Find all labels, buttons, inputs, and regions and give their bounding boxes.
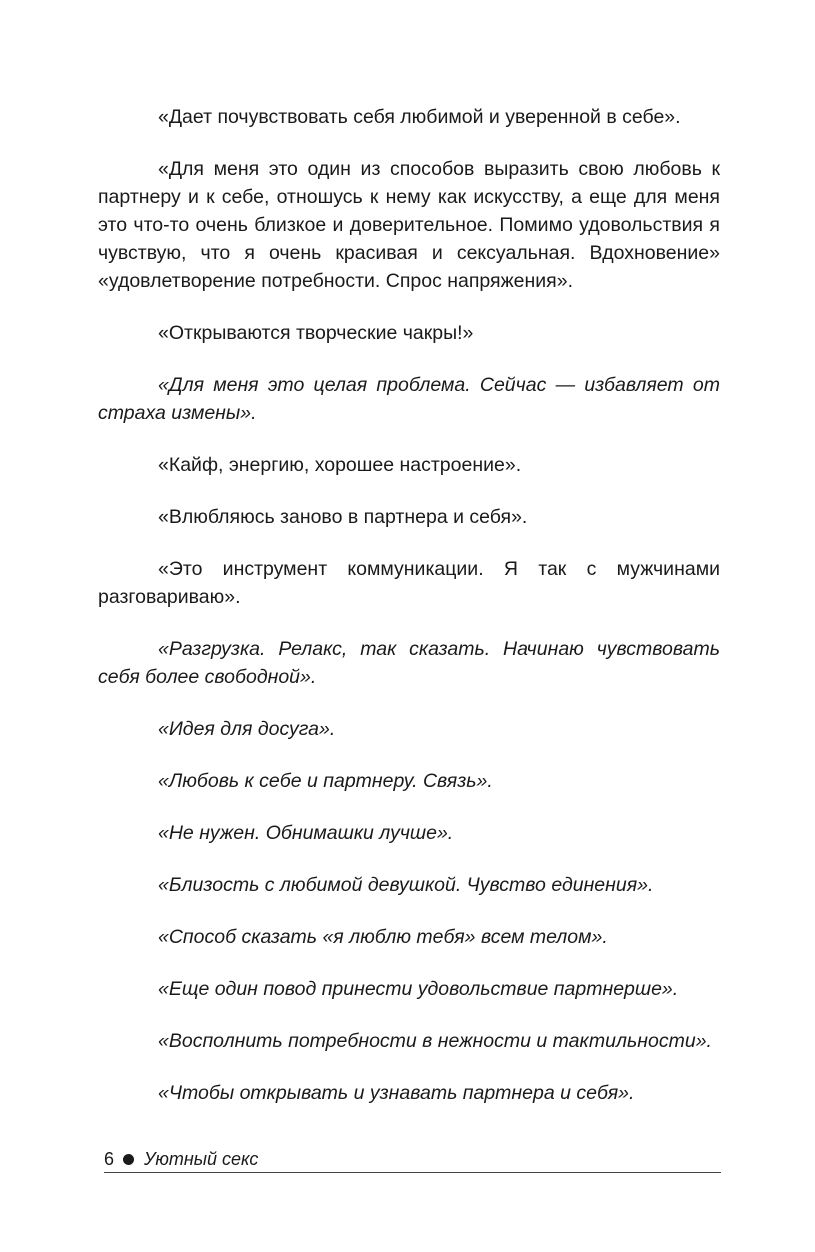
quote-paragraph: «Идея для досуга». [158, 718, 336, 740]
quote-paragraph: «Это инструмент коммуникации. Я так с мужчинами разговариваю». [98, 558, 720, 608]
page-footer [104, 1146, 721, 1173]
page-number: 6 [104, 1148, 115, 1169]
quote-paragraph: «Еще один повод принести удовольствие партнерше». [158, 978, 679, 1000]
bullet-icon [123, 1154, 134, 1165]
quote-paragraph: «Для меня это целая проблема. Сейчас — избавляет от страха измены». [98, 374, 720, 424]
quote-paragraph: «Любовь к себе и партнеру. Связь». [158, 770, 493, 792]
page-body [98, 103, 720, 1131]
quote-paragraph: «Влюбляюсь заново в партнера и себя». [158, 506, 528, 528]
quote-paragraph: «Чтобы открывать и узнавать партнера и себя». [158, 1082, 635, 1104]
running-title: Уютный секс [144, 1148, 259, 1169]
quote-paragraph: «Не нужен. Обнимашки лучше». [158, 822, 454, 844]
quote-paragraph: «Дает почувствовать себя любимой и уверенной в себе». [158, 106, 681, 128]
quote-paragraph: «Разгрузка. Релакс, так сказать. Начинаю чувствовать себя более свободной». [98, 638, 720, 688]
quote-paragraph: «Близость с любимой девушкой. Чувство единения». [158, 874, 654, 896]
quote-paragraph: «Способ сказать «я люблю тебя» всем телом». [158, 926, 608, 948]
quote-paragraph: «Открываются творческие чакры!» [158, 322, 474, 344]
quote-paragraph: «Для меня это один из способов выразить свою любовь к партнеру и к себе, отношусь к нему как искусству, а еще для меня это что-то очень близкое и доверительное. Помимо удовольствия я чувствую, что я очень красивая и сексуальная. Вдохновение» «удовлетворение потребности. Спрос напряжения». [98, 158, 720, 292]
quote-paragraph: «Кайф, энергию, хорошее настроение». [158, 454, 522, 476]
quote-paragraph: «Восполнить потребности в нежности и тактильности». [158, 1030, 712, 1052]
